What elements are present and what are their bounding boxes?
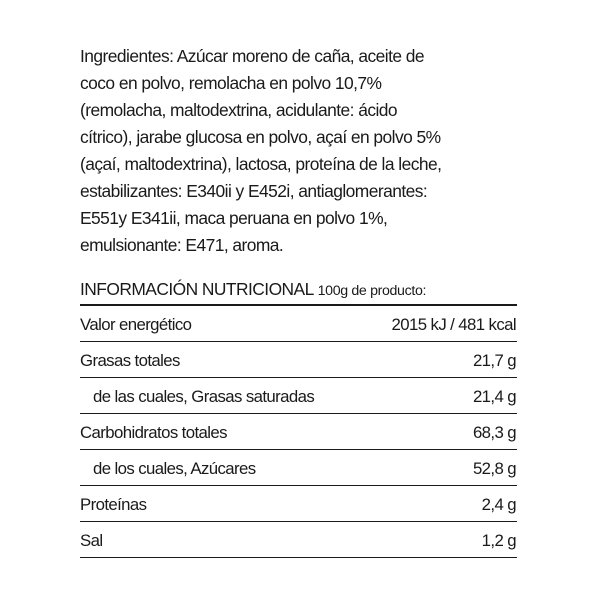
ingredients-line: cítrico), jarabe glucosa en polvo, açaí en polvo 5%: [80, 127, 441, 147]
row-value: 21,4 g: [472, 387, 516, 406]
row-label: Carbohidratos totales: [80, 423, 227, 442]
row-label: Grasas totales: [80, 351, 180, 370]
table-row: [80, 450, 517, 486]
nutrition-subtitle: 100g de producto:: [317, 283, 427, 299]
nutrition-table: [80, 304, 517, 558]
table-row: [80, 486, 517, 522]
table-row: [80, 342, 517, 378]
table-row: [80, 306, 517, 342]
row-label: Sal: [80, 531, 103, 550]
table-row: [80, 414, 517, 450]
row-label: Valor energético: [80, 315, 192, 334]
ingredients-line: estabilizantes: E340ii y E452i, antiaglomerantes:: [80, 181, 428, 201]
row-value: 2015 kJ / 481 kcal: [391, 315, 516, 334]
row-label: de los cuales, Azúcares: [93, 459, 256, 478]
ingredients-line: E551y E341ii, maca peruana en polvo 1%,: [80, 208, 388, 228]
ingredients-line: emulsionante: E471, aroma.: [80, 235, 284, 255]
ingredients-line: (açaí, maltodextrina), lactosa, proteína de la leche,: [80, 154, 442, 174]
row-value: 21,7 g: [472, 351, 516, 370]
row-value: 1,2 g: [481, 531, 516, 550]
table-row: [80, 378, 517, 414]
row-value: 68,3 g: [472, 423, 516, 442]
row-label: de las cuales, Grasas saturadas: [93, 387, 315, 406]
ingredients-line: Ingredientes: Azúcar moreno de caña, aceite de: [80, 46, 425, 66]
nutrition-heading: [80, 279, 426, 300]
row-value: 52,8 g: [472, 459, 516, 478]
ingredients-paragraph: [80, 43, 550, 259]
table-row: [80, 522, 517, 558]
row-label: Proteínas: [80, 495, 147, 514]
row-value: 2,4 g: [481, 495, 516, 514]
ingredients-line: (remolacha, maltodextrina, acidulante: ácido: [80, 100, 398, 120]
nutrition-title: INFORMACIÓN NUTRICIONAL: [80, 279, 314, 299]
ingredients-line: coco en polvo, remolacha en polvo 10,7%: [80, 73, 382, 93]
